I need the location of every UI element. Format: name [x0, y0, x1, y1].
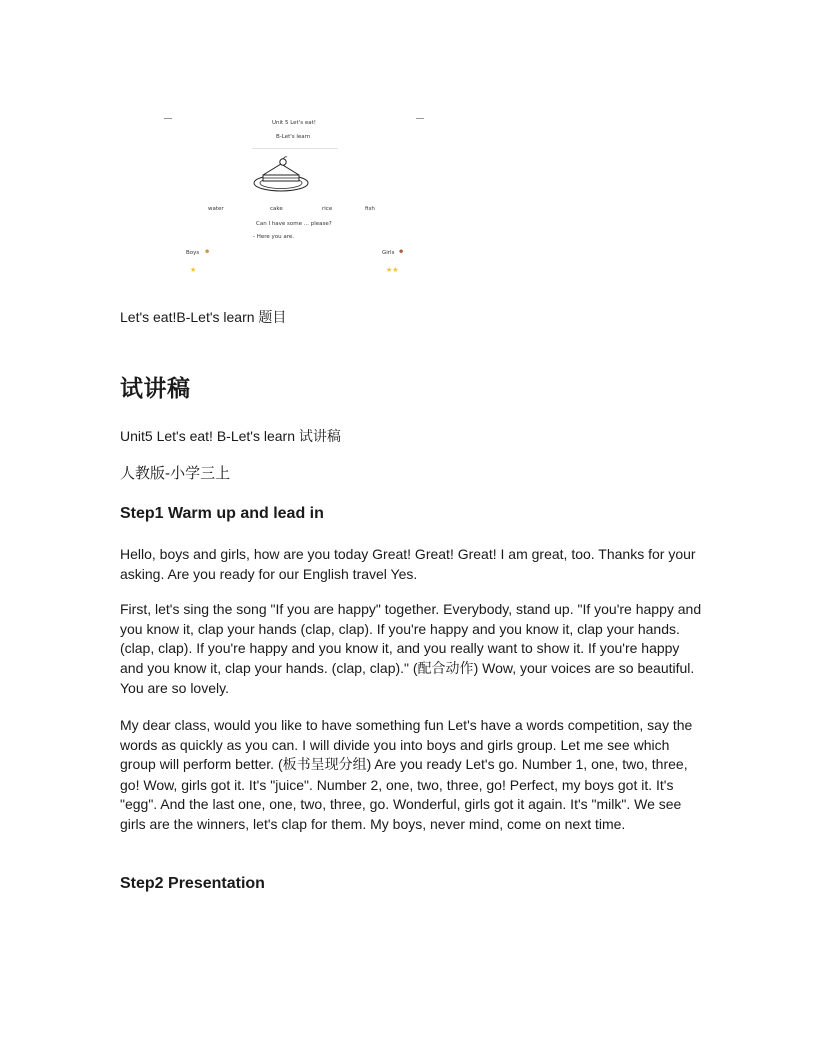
paragraph-note: 板书呈现分组 [282, 757, 367, 774]
boys-score-stars: ★ [190, 267, 197, 274]
board-word: water [208, 206, 224, 212]
board-subtitle: B-Let's learn [276, 134, 311, 140]
document-subtitle: Unit5 Let's eat! B-Let's learn 试讲稿 [120, 428, 341, 444]
board-word: cake [270, 206, 283, 212]
paragraph-note: 配合动作 [417, 660, 474, 677]
board-title: Unit 5 Let's eat! [272, 120, 316, 126]
step2-heading: Step2 Presentation [120, 875, 265, 892]
step1-paragraph-1: Hello, boys and girls, how are you today Great! Great! Great! I am great, too. Thanks for your asking. Are you ready for our English travel Yes. [120, 546, 696, 582]
board-word: rice [322, 206, 333, 212]
board-word: fish [365, 206, 375, 212]
girls-score-stars: ★★ [386, 267, 399, 274]
edition-label: 人教版-小学三上 [120, 464, 231, 482]
girl-face-icon: ☻ [398, 249, 405, 255]
corner-mark [416, 118, 424, 119]
board-sentence: Can I have some ... please? [256, 221, 332, 227]
image-caption: Let's eat!B-Let's learn 题目 [120, 309, 287, 325]
paragraph-text: First, let's sing the song "If you are happy" together. Everybody, stand up. "If you're happy and you know it, clap your hands (clap, clap). If you're happy and you know it, clap your hands. (clap, clap). If you're happy and you know it, and you really want to show it. If you're happy and you know it, clap your hands. (clap, clap)." ( [120, 601, 702, 676]
paragraph-text: My dear class, would you like to have something fun Let's have a words competition, say the words as quickly as you can. I will divide you into boys and girls group. Let me see which group will perform better. ( [120, 717, 693, 773]
step1-paragraph-3 [120, 716, 706, 835]
board-sentence: - Here you are. [253, 234, 295, 240]
corner-mark [164, 118, 172, 119]
paragraph-text: ) Are you ready Let's go. Number 1, one, two, three, go! Wow, girls got it. It's "juice". Number 2, one, two, three, go! Perfect, my boys got it. It's "egg". And the last one, one, two, three, go. Wonderful, girls got it again. It's "milk". We see girls are the winners, let's clap for them. My boys, never mind, come on next time. [120, 756, 688, 832]
cake-drawing-icon [252, 156, 310, 194]
board-image [160, 108, 428, 286]
board-divider [252, 148, 338, 149]
page-title: 试讲稿 [120, 376, 191, 402]
team-boys-label: Boys [186, 250, 200, 256]
step1-heading: Step1 Warm up and lead in [120, 505, 324, 522]
paragraph-text: ) Wow, your voices are so beautiful. You are so lovely. [120, 659, 695, 697]
team-girls-label: Girls [382, 250, 395, 256]
boy-face-icon: ☻ [204, 249, 211, 255]
step1-paragraph-2 [120, 600, 706, 699]
